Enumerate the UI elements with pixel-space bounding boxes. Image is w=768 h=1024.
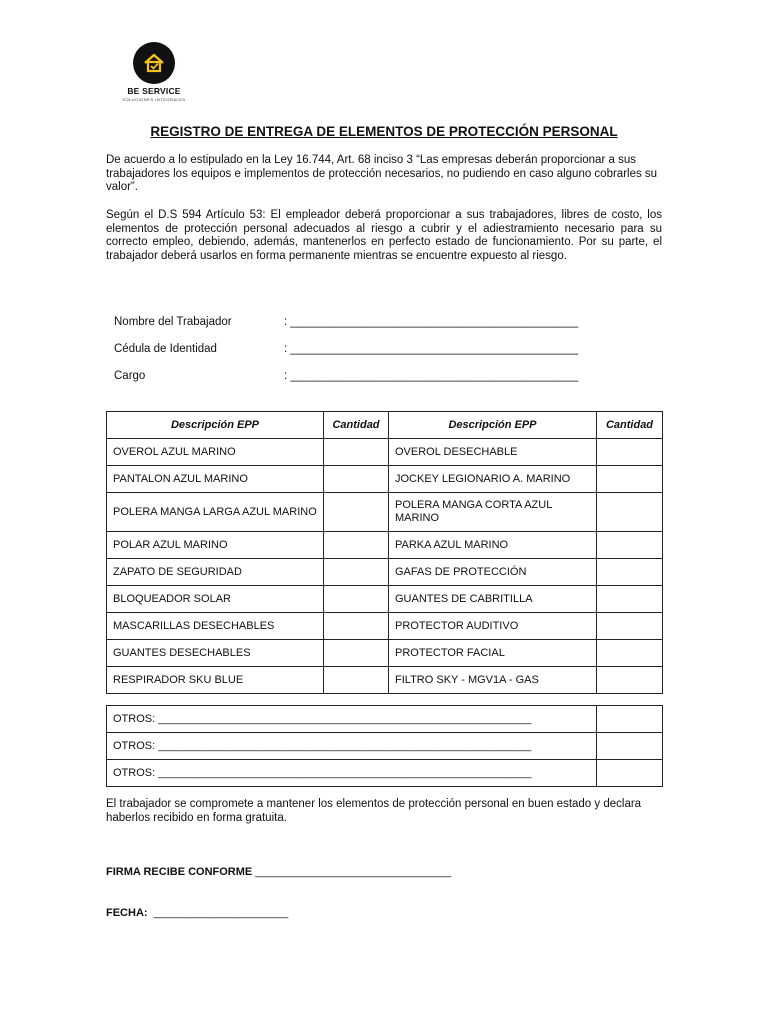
item-cell: GUANTES DESECHABLES — [107, 640, 324, 667]
field-label: Nombre del Trabajador — [114, 316, 232, 328]
item-cell: ZAPATO DE SEGURIDAD — [107, 559, 324, 586]
logo-name: BE SERVICE — [127, 86, 181, 96]
table-row — [107, 733, 663, 760]
house-check-icon — [133, 42, 175, 84]
quantity-cell[interactable] — [597, 733, 663, 760]
quantity-cell[interactable] — [597, 559, 663, 586]
quantity-cell[interactable] — [324, 532, 389, 559]
quantity-cell[interactable] — [597, 667, 663, 694]
intro-paragraph: De acuerdo a lo estipulado en la Ley 16.744, Art. 68 inciso 3 “Las empresas deberán proporcionar a sus trabajadores los equipos e implementos de protección necesarios, no pudiendo en caso alguno cobrarles su valor”. — [106, 154, 658, 194]
table-row — [107, 613, 663, 640]
field-label: Cargo — [114, 370, 146, 382]
item-cell: FILTRO SKY - MGV1A - GAS — [389, 667, 597, 694]
quantity-cell[interactable] — [324, 667, 389, 694]
table-row — [107, 667, 663, 694]
table-row — [107, 640, 663, 667]
quantity-cell[interactable] — [597, 613, 663, 640]
quantity-cell[interactable] — [597, 439, 663, 466]
epp-table — [106, 411, 663, 694]
item-cell: BLOQUEADOR SOLAR — [107, 586, 324, 613]
field-line[interactable]: : _____________________________________________ — [284, 370, 579, 382]
quantity-cell[interactable] — [597, 760, 663, 787]
quantity-cell[interactable] — [324, 466, 389, 493]
item-cell: POLERA MANGA CORTA AZUL MARINO — [389, 493, 597, 532]
quantity-cell[interactable] — [597, 586, 663, 613]
quantity-cell[interactable] — [597, 466, 663, 493]
ds594-paragraph: Según el D.S 594 Artículo 53: El empleador deberá proporcionar a sus trabajadores, libres de costo, los elementos de protección personal adecuados al riesgo a cubrir y el adiestramiento necesario para su correcto empleo, debiendo, además, mantenerlos en perfecto estado de funcionamiento. Por su parte, el trabajador deberá usarlos en forma permanente mientras se encuentre expuesto al riesgo. — [106, 209, 662, 262]
quantity-cell[interactable] — [324, 613, 389, 640]
quantity-cell[interactable] — [324, 559, 389, 586]
quantity-cell[interactable] — [597, 532, 663, 559]
header-quantity: Cantidad — [597, 412, 663, 439]
quantity-cell[interactable] — [597, 640, 663, 667]
item-cell: POLAR AZUL MARINO — [107, 532, 324, 559]
header-description: Descripción EPP — [389, 412, 597, 439]
date-label: FECHA: — [106, 907, 148, 919]
table-row — [107, 466, 663, 493]
field-line[interactable]: : _____________________________________________ — [284, 343, 579, 355]
item-cell: PARKA AZUL MARINO — [389, 532, 597, 559]
signature-label: FIRMA RECIBE CONFORME — [106, 866, 253, 878]
other-item-line[interactable]: OTROS: _____________________________________________________________ — [107, 733, 597, 760]
date-field[interactable] — [106, 907, 288, 919]
signature-line[interactable]: ________________________________ — [255, 866, 452, 878]
item-cell: POLERA MANGA LARGA AZUL MARINO — [107, 493, 324, 532]
table-header-row — [107, 412, 663, 439]
quantity-cell[interactable] — [324, 586, 389, 613]
header-description: Descripción EPP — [107, 412, 324, 439]
table-row — [107, 760, 663, 787]
logo-subtitle: SOLUCIONES INTEGRALES — [122, 97, 186, 102]
date-line[interactable]: ______________________ — [153, 907, 289, 919]
table-row — [107, 586, 663, 613]
signature-field[interactable] — [106, 866, 451, 878]
other-item-line[interactable]: OTROS: _____________________________________________________________ — [107, 760, 597, 787]
table-row — [107, 439, 663, 466]
item-cell: MASCARILLAS DESECHABLES — [107, 613, 324, 640]
quantity-cell[interactable] — [324, 640, 389, 667]
table-row — [107, 493, 663, 532]
item-cell: GAFAS DE PROTECCIÓN — [389, 559, 597, 586]
company-logo — [112, 42, 196, 102]
table-row — [107, 532, 663, 559]
table-row — [107, 559, 663, 586]
item-cell: RESPIRADOR SKU BLUE — [107, 667, 324, 694]
item-cell: PROTECTOR AUDITIVO — [389, 613, 597, 640]
field-line[interactable]: : _____________________________________________ — [284, 316, 579, 328]
other-items-table — [106, 705, 663, 787]
header-quantity: Cantidad — [324, 412, 389, 439]
item-cell: JOCKEY LEGIONARIO A. MARINO — [389, 466, 597, 493]
quantity-cell[interactable] — [597, 493, 663, 532]
quantity-cell[interactable] — [324, 439, 389, 466]
item-cell: PROTECTOR FACIAL — [389, 640, 597, 667]
field-label: Cédula de Identidad — [114, 343, 217, 355]
document-title: REGISTRO DE ENTREGA DE ELEMENTOS DE PROTECCIÓN PERSONAL — [150, 124, 618, 139]
quantity-cell[interactable] — [597, 706, 663, 733]
table-row — [107, 706, 663, 733]
quantity-cell[interactable] — [324, 493, 389, 532]
commitment-paragraph: El trabajador se compromete a mantener los elementos de protección personal en buen estado y declara haberlos recibido en forma gratuita. — [106, 798, 642, 824]
item-cell: PANTALON AZUL MARINO — [107, 466, 324, 493]
item-cell: OVEROL AZUL MARINO — [107, 439, 324, 466]
other-item-line[interactable]: OTROS: _____________________________________________________________ — [107, 706, 597, 733]
item-cell: OVEROL DESECHABLE — [389, 439, 597, 466]
item-cell: GUANTES DE CABRITILLA — [389, 586, 597, 613]
